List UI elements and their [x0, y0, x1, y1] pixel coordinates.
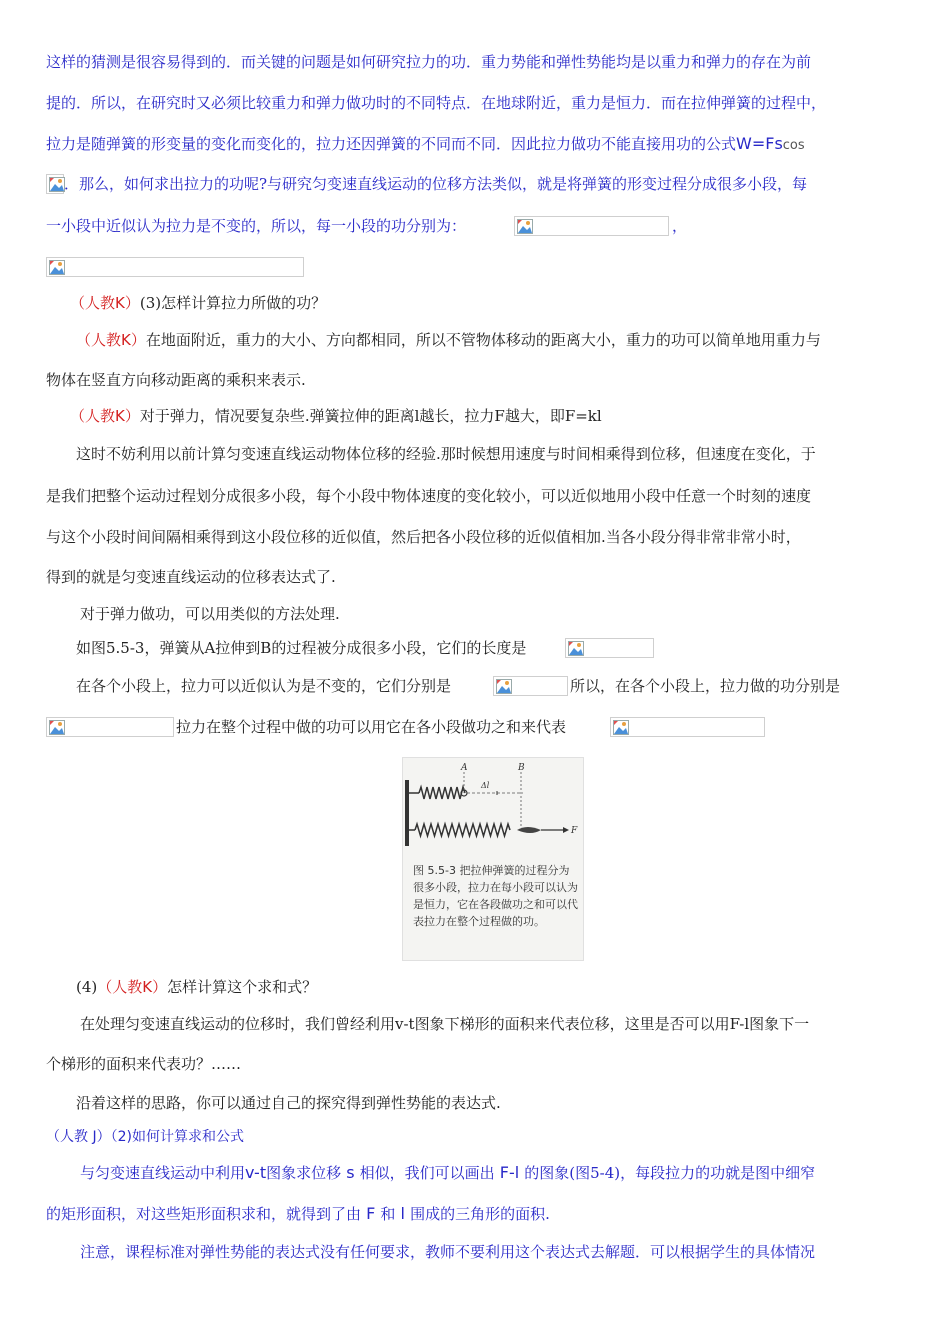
- paragraph-line: [46, 93, 826, 113]
- label-delta-l: Δl: [481, 781, 490, 790]
- text-segment: 这时不妨利用以前计算匀变速直线运动物体位移的经验.那时候想用速度与时间相乘得到位移，但速度在变化，于: [76, 445, 816, 463]
- text-segment: 得到的就是匀变速直线运动的位移表达式了.: [46, 568, 336, 586]
- paragraph-line: [46, 1204, 550, 1224]
- broken-image: [565, 638, 654, 658]
- broken-image-icon: [613, 720, 629, 735]
- force-arrow: [563, 827, 569, 833]
- text-segment: 如图5.5-3，弹簧从A拉伸到B的过程被分成很多小段，它们的长度是: [76, 639, 527, 657]
- paragraph-line: [76, 638, 526, 658]
- spring-diagram: [403, 758, 583, 858]
- text-segment: 在地面附近，重力的大小、方向都相同，所以不管物体移动的距离大小，重力的功可以简单地用重力与: [145, 331, 821, 349]
- paragraph-line: [46, 216, 466, 236]
- source-tag: （人教K）: [76, 331, 146, 349]
- broken-image-icon: [496, 679, 512, 694]
- text-segment: 拉力是随弹簧的形变量的变化而变化的，拉力还因弹簧的不同而不同．因此拉力做功不能直接用功的公式: [46, 135, 737, 153]
- text-segment: （人教 J）（2)如何计算求和公式: [46, 1129, 244, 1145]
- text-segment: 与匀变速直线运动中利用: [80, 1164, 246, 1182]
- text-segment: (4): [76, 978, 98, 996]
- spring-relaxed: [419, 787, 465, 799]
- text-segment: 注意，课程标准对弹性势能的表达式没有任何要求，教师不要利用这个表达式去解题．可以根据学生的具体情况: [80, 1243, 816, 1261]
- paragraph-line: [76, 1093, 501, 1113]
- text-segment: 对于弹力做功，可以用类似的方法处理.: [80, 605, 340, 623]
- broken-image-icon: [49, 260, 65, 275]
- text-segment: 在各个小段上，拉力可以近似认为是不变的，它们分别是: [76, 677, 452, 695]
- paragraph-line: [46, 567, 336, 587]
- spring-stretched: [415, 824, 510, 836]
- paragraph-line: [80, 1163, 815, 1183]
- formula-text: s: [346, 1163, 355, 1182]
- section-heading: [46, 1127, 244, 1147]
- paragraph-line: [46, 1054, 241, 1074]
- broken-image: [46, 717, 174, 737]
- spring-figure: [402, 757, 584, 961]
- paragraph-line: [76, 977, 317, 997]
- formula-text: F: [366, 1204, 376, 1223]
- source-tag: （人教K）: [97, 978, 168, 996]
- text-segment: 所以，在各个小段上，拉力做的功分别是: [570, 677, 841, 695]
- paragraph-line: [46, 52, 811, 72]
- paragraph-line: [46, 527, 801, 547]
- text-segment: 怎样计算这个求和式？: [167, 978, 318, 996]
- text-segment: 个梯形的面积来代表功？……: [46, 1055, 242, 1073]
- text-segment: 和: [380, 1205, 396, 1223]
- source-tag: （人教K）: [70, 407, 140, 425]
- paragraph-line: [672, 216, 687, 236]
- text-segment: 一小段中近似认为拉力是不变的，所以，每一小段的功分别为：: [46, 217, 467, 235]
- broken-image: [493, 676, 568, 696]
- text-segment: 沿着这样的思路，你可以通过自己的探究得到弹性势能的表达式.: [76, 1094, 501, 1112]
- text-segment: 在处理匀变速直线运动的位移时，我们曾经利用v-t图象下梯形的面积来代表位移，这里是否可以用F-l图象下一: [80, 1015, 810, 1033]
- broken-image: [46, 174, 64, 194]
- source-tag: （人教K）: [70, 294, 140, 312]
- broken-image: [514, 216, 669, 236]
- paragraph-line: [46, 486, 811, 506]
- text-segment: 提的．所以，在研究时又必须比较重力和弹力做功时的不同特点．在地球附近，重力是恒力．而在拉伸弹簧的过程中，: [46, 94, 827, 112]
- figure-caption: 图 5.5-3 把拉伸弹簧的过程分为很多小段，拉力在每小段可以认为是恒力，它在各段做功之和可以代表拉力在整个过程做的功。: [413, 864, 578, 928]
- broken-image: [610, 717, 765, 737]
- broken-image-icon: [517, 219, 533, 234]
- text-segment: 与这个小段时间间隔相乘得到这小段位移的近似值，然后把各小段位移的近似值相加.当各小段分得非常非常小时，: [46, 528, 801, 546]
- paragraph-line: [80, 1242, 815, 1262]
- broken-image-icon: [568, 641, 584, 656]
- paragraph-line: [176, 717, 566, 737]
- text-segment: 围成的三角形的面积.: [410, 1205, 550, 1223]
- wall: [405, 780, 409, 846]
- broken-image-icon: [49, 720, 65, 735]
- text-segment: (3)怎样计算拉力所做的功？: [139, 294, 327, 312]
- text-segment: ．那么，如何求出拉力的功呢?与研究匀变速直线运动的位移方法类似，就是将弹簧的形变过程分成很多小段，每: [64, 175, 808, 193]
- label-f: F: [571, 826, 578, 836]
- label-a: A: [461, 763, 468, 773]
- formula-text: v-t: [245, 1163, 267, 1182]
- text-segment: 对于弹力，情况要复杂些.弹簧拉伸的距离l越长，拉力F越大，即F=kl: [139, 407, 602, 425]
- paragraph-line: [76, 330, 821, 350]
- text-segment: 拉力在整个过程中做的功可以用它在各小段做功之和来代表: [176, 718, 567, 736]
- formula-text: F-l: [499, 1163, 520, 1182]
- broken-image: [46, 257, 304, 277]
- text-segment: 相似，我们可以画出: [359, 1164, 495, 1182]
- paragraph-line: [80, 1014, 809, 1034]
- text-segment: ，: [672, 217, 688, 235]
- formula-text: W=Fs: [736, 134, 783, 153]
- text-segment: 这样的猜测是很容易得到的．而关键的问题是如何研究拉力的功．重力势能和弹性势能均是以重力和弹力的存在为前: [46, 53, 812, 71]
- text-segment: 的图象(图5-4)，每段拉力的功就是图中细窄: [524, 1164, 816, 1182]
- paragraph-line: [76, 676, 451, 696]
- paragraph-line: [46, 134, 805, 156]
- paragraph-line: [70, 293, 326, 313]
- paragraph-line: [80, 604, 340, 624]
- text-segment: 的矩形面积，对这些矩形面积求和，就得到了由: [46, 1205, 362, 1223]
- hand: [517, 827, 541, 833]
- text-segment: 是我们把整个运动过程划分成很多小段，每个小段中物体速度的变化较小，可以近似地用小段中任意一个时刻的速度: [46, 487, 812, 505]
- paragraph-line: [46, 370, 306, 390]
- formula-text: l: [400, 1204, 405, 1223]
- text-segment: 物体在竖直方向移动距离的乘积来表示.: [46, 371, 306, 389]
- label-b: B: [518, 763, 525, 773]
- formula-text: cos: [782, 138, 805, 153]
- paragraph-line: [570, 676, 840, 696]
- text-segment: 图象求位移: [266, 1164, 342, 1182]
- broken-image-icon: [49, 177, 65, 192]
- paragraph-line: [76, 444, 816, 464]
- paragraph-line: [64, 174, 807, 194]
- paragraph-line: [70, 406, 602, 426]
